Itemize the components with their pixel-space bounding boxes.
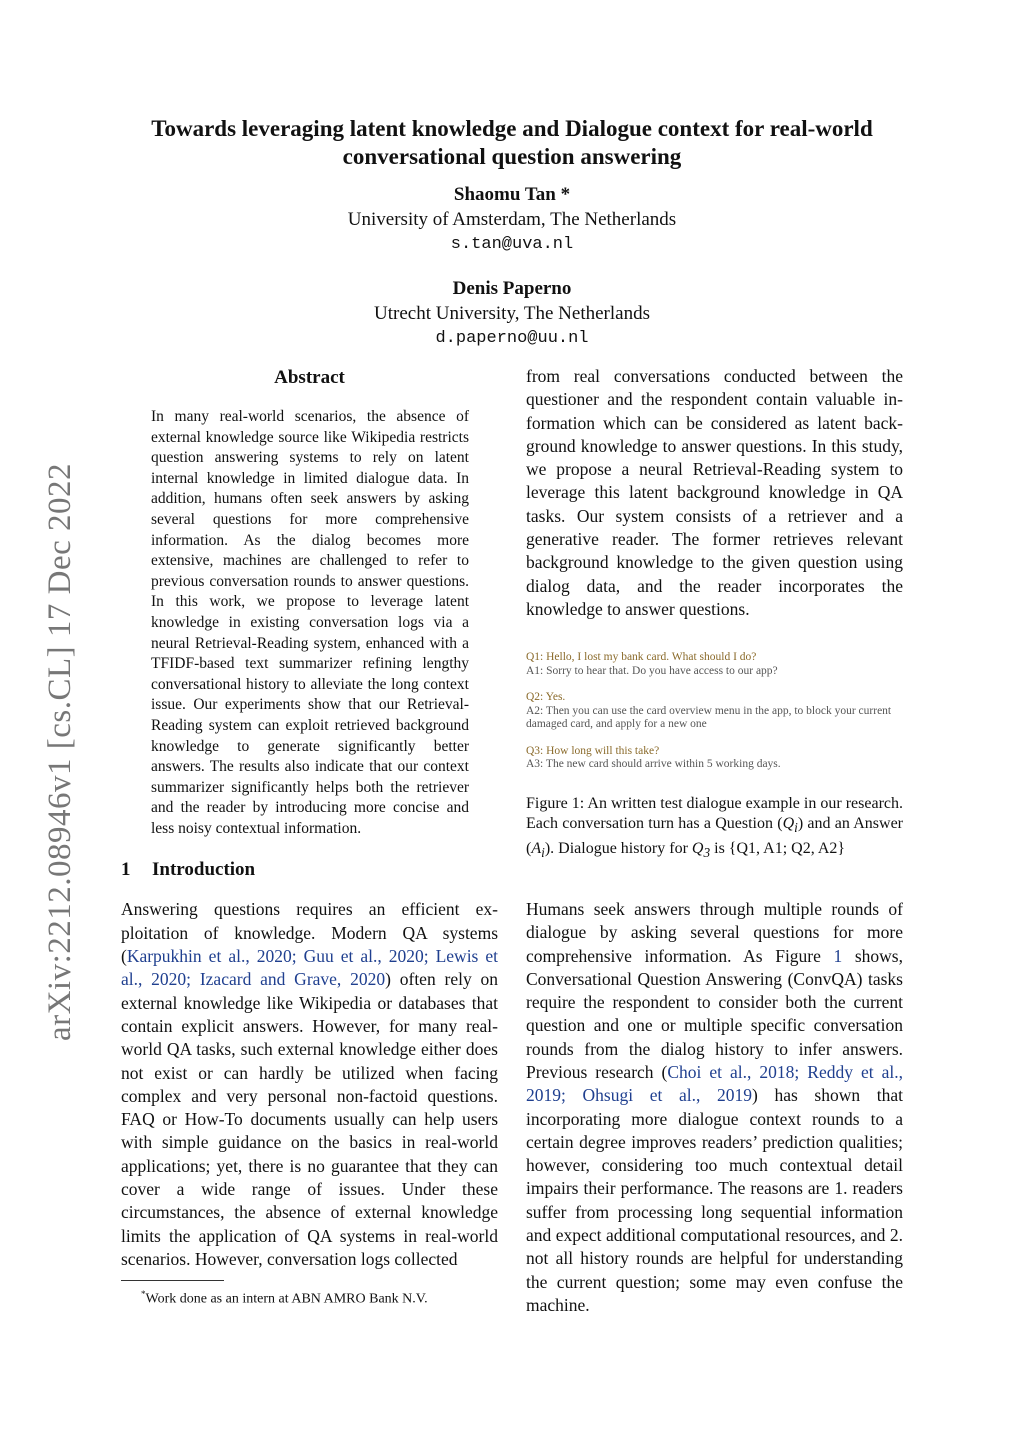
figure-caption	[526, 794, 903, 864]
author-email: s.tan@uva.nl	[450, 235, 574, 254]
math-symbol	[782, 815, 798, 836]
dialogue-answer: A3: The new card should arrive within 5 working days.	[526, 758, 781, 771]
figure-1	[526, 651, 903, 864]
author-affiliation: University of Amsterdam, The Netherlands	[347, 209, 677, 230]
author-2	[262, 276, 762, 351]
math-var: A	[531, 840, 542, 858]
text-run: ). Dialogue history for	[544, 840, 692, 858]
math-sub: i	[794, 820, 798, 836]
author-list	[262, 182, 762, 370]
dialogue-answer: A2: Then you can use the card overview menu in the app, to block your current damaged card, and apply for a new one	[526, 704, 892, 731]
abstract-heading: Abstract	[274, 367, 345, 388]
author-email: d.paperno@uu.nl	[435, 329, 589, 348]
text-run: ) often rely on external knowledge like Wikipedia or databases that contain explicit answers. However, for many real-world QA tasks, such external knowledge either does not exist or can hardly be utilized when facing complex and very personal non-factoid questions. FAQ or How-To documents usually can help users with simple guidance on the basics in real-world applications; yet, there is no guarantee that they can cover a wide range of issues. Under these circumstances, the absence of external knowledge limits the application of QA systems in real-world scenarios. However, conversation logs collected	[121, 969, 498, 1269]
text-run: Answering questions requires an efficient exploitation of knowledge. Modern QA systems (	[121, 899, 498, 967]
figure-reference-link[interactable]: 1	[833, 945, 843, 966]
dialogue-turn	[526, 745, 903, 772]
math-var: Q	[782, 815, 795, 833]
section-number: 1	[121, 859, 131, 881]
intro-paragraph-2	[526, 898, 903, 1317]
text-run: shows, Conversational Question Answering (ConvQA) tasks require the respondent to consider both the current question and one or multiple specific conversation rounds from the dialog history to infer answers. Previous research (	[526, 945, 903, 1082]
text-run: Figure 1: An written test dialogue example in our research. Each conversation turn has a Question (	[526, 794, 903, 833]
text-run: Humans seek answers through multiple rounds of dialogue by asking several questions for more comprehensive information. As Figure	[526, 898, 903, 966]
footnote-mark: *	[141, 1289, 146, 1300]
arxiv-identifier: arXiv:2212.08946v1 [cs.CL] 17 Dec 2022	[42, 462, 78, 1042]
left-column	[121, 365, 498, 1309]
text-run: ) and an Answer (	[526, 815, 904, 858]
math-sub: i	[541, 845, 545, 861]
text-run: ) has shown that incorporating more dialogue context rounds to a certain degree improves readers’ prediction qualities; however, considering too much contextual detail impairs their performance. The reasons are 1. readers suffer from processing long sequential information and expect additional computational resources, and 2. not all history rounds are helpful for understanding the current question; some may even confuse the machine.	[526, 1085, 903, 1315]
author-name: Shaomu Tan *	[453, 184, 571, 205]
math-symbol	[691, 840, 711, 861]
citation-link[interactable]: Choi et al., 2018; Reddy et al., 2019; Ohsugi et al., 2019	[526, 1062, 903, 1106]
footnote-divider	[121, 1280, 224, 1281]
dialogue-question: Q2: Yes.	[526, 691, 566, 704]
section-heading-introduction	[121, 857, 498, 883]
math-symbol	[531, 840, 545, 861]
author-1	[262, 182, 762, 257]
intro-paragraph-continued: from real conversations conducted between the questioner and the respondent contain valuable information which can be considered as latent background knowledge to answer questions. In this study, we propose a neural Retrieval-Reading system to leverage this latent background knowledge in QA tasks. Our system consists of a retriever and a generative reader. The former retrieves relevant background knowledge to the given question using dialog data, and the reader incorporates the knowledge to answer questions.	[526, 366, 903, 619]
author-name: Denis Paperno	[452, 278, 572, 299]
text-run: is	[710, 840, 729, 858]
footnote-text: Work done as an intern at ABN AMRO Bank N.V.	[145, 1291, 428, 1307]
dialogue-question: Q1: Hello, I lost my bank card. What should I do?	[526, 651, 757, 664]
math-sub: 3	[703, 845, 711, 861]
abstract-text: In many real-world scenarios, the absence of external knowledge source like Wikipedia restricts question answering systems to rely on latent internal knowledge in limited dialogue data. In addition, humans often seek answers by asking several questions for more comprehensive information. As the dialog becomes more extensive, machines are challenged to refer to previous conversation rounds to answer questions. In this work, we propose to leverage latent knowledge in existing conversation logs via a neural Retrieval-Reading system, enhanced with a TFIDF-based text summarizer refining lengthy conversational history to alleviate the long context issue. Our experiments show that our Retrieval-Reading system can exploit retrieved background knowledge to generate significantly better answers. The results also indicate that our context summarizer significantly helps both the retriever and the reader by introducing more concise and less noisy contextual information.	[151, 408, 469, 837]
dialogue-turn	[526, 651, 903, 678]
math-set: {Q1, A1; Q2, A2}	[728, 840, 846, 858]
author-affiliation: Utrecht University, The Netherlands	[374, 303, 650, 324]
citation-link[interactable]: Karpukhin et al., 2020; Guu et al., 2020; Lewis et al., 2020; Izacard and Grave, 2020	[121, 946, 498, 990]
footnote	[141, 1285, 498, 1309]
right-column	[526, 365, 903, 1317]
dialogue-turn	[526, 691, 903, 732]
section-title: Introduction	[152, 859, 256, 881]
intro-paragraph-1	[121, 898, 498, 1271]
math-var: Q	[691, 840, 704, 858]
paper-title: Towards leveraging latent knowledge and Dialogue context for real-world conversational question answering	[151, 116, 873, 169]
dialogue-question: Q3: How long will this take?	[526, 744, 660, 757]
dialogue-answer: A1: Sorry to hear that. Do you have access to our app?	[526, 664, 778, 677]
